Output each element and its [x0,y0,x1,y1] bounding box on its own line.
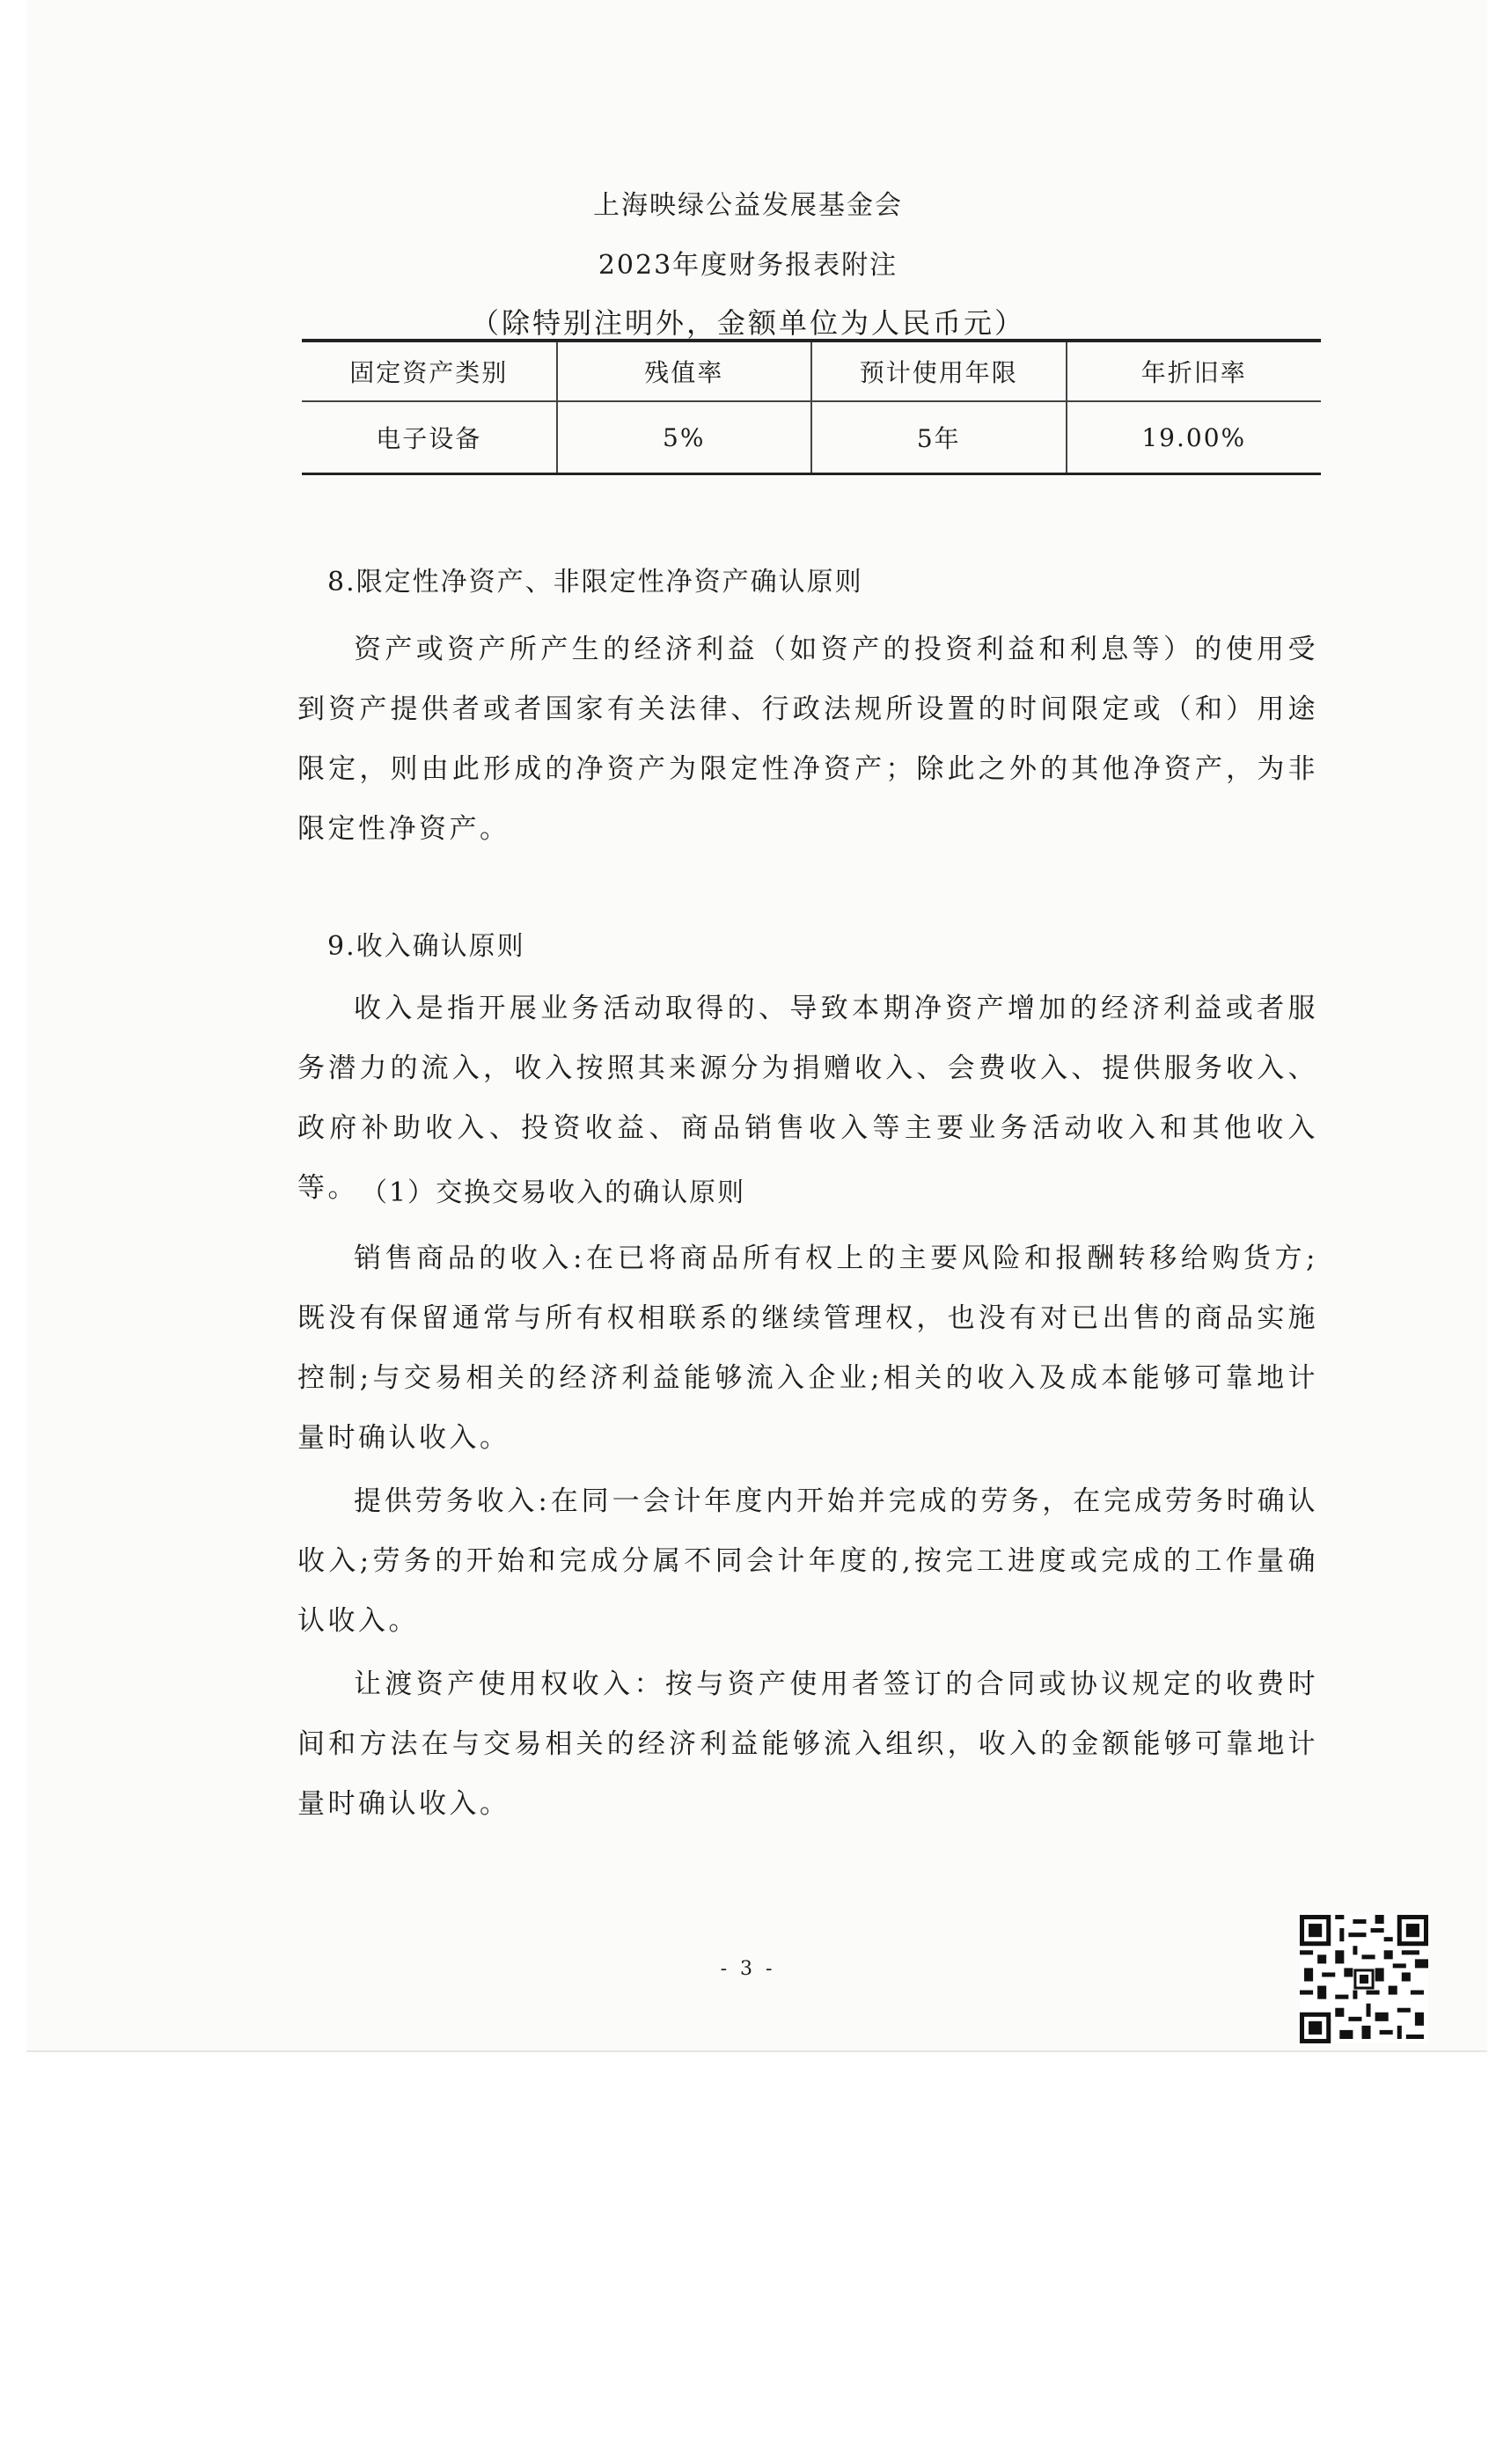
royalty-revenue-text: 让渡资产使用权收入：按与资产使用者签订的合同或协议规定的收费时间和方法在与交易相关的经济利益能够流入组织，收入的金额能够可靠地计量时确认收入。 [297,1668,1318,1820]
goods-revenue-text: 销售商品的收入:在已将商品所有权上的主要风险和报酬转移给购货方;既没有保留通常与所有权相联系的继续管理权，也没有对已出售的商品实施控制;与交易相关的经济利益能够流入企业;相关的收入及成本能够可靠地计量时确认收入。 [297,1243,1318,1454]
header-cell: 预计使用年限 [811,341,1067,401]
table-cell: 5% [557,401,812,474]
header-cell: 年折旧率 [1067,341,1322,401]
org-name: 上海映绿公益发展基金会 [593,190,903,221]
exchange-subheading: （1）交换交易收入的确认原则 [361,1177,746,1208]
page-edge [26,2050,1487,2052]
depreciation-table [302,339,1321,475]
table-cell: 电子设备 [376,424,482,453]
header-cell: 残值率 [557,341,812,401]
unit-note: （除特别注明外，金额单位为人民币元） [470,306,1025,340]
page-number: - 3 - [720,1958,776,1980]
section-9-heading: 9.收入确认原则 [327,931,525,962]
table-cell: 5年 [811,401,1067,474]
table-cell: 19.00% [1067,401,1322,474]
header-cell: 固定资产类别 [302,341,557,401]
table-row [302,401,1321,474]
section-8-text: 资产或资产所产生的经济利益（如资产的投资利益和利息等）的使用受到资产提供者或者国家有关法律、行政法规所设置的时间限定或（和）用途限定，则由此形成的净资产为限定性净资产；除此之外的其他净资产，为非限定性净资产。 [297,634,1318,845]
table-header-row [302,341,1321,401]
qr-code-icon [1300,1915,1428,2043]
section-8-heading: 8.限定性净资产、非限定性净资产确认原则 [327,567,863,598]
section-9-intro: 收入是指开展业务活动取得的、导致本期净资产增加的经济利益或者服务潜力的流入，收入按照其来源分为捐赠收入、会费收入、提供服务收入、政府补助收入、投资收益、商品销售收入等主要业务活动收入和其他收入等。 [297,993,1318,1204]
report-title: 2023年度财务报表附注 [598,250,898,281]
services-revenue-text: 提供劳务收入:在同一会计年度内开始并完成的劳务，在完成劳务时确认收入;劳务的开始和完成分属不同会计年度的,按完工进度或完成的工作量确认收入。 [297,1485,1318,1637]
